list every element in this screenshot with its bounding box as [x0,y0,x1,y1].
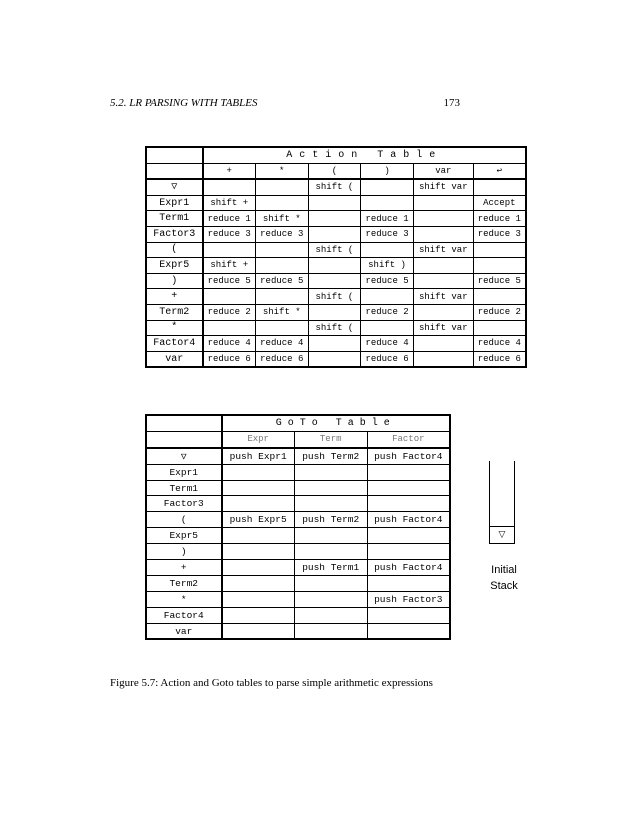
goto-header-row [146,431,450,447]
action-cell: reduce 4 [255,336,308,352]
action-cell: reduce 4 [361,336,414,352]
action-cell: reduce 4 [473,336,526,352]
goto-cell [294,528,367,544]
action-state-cell: Expr5 [146,258,203,274]
goto-cell [222,607,295,623]
goto-row [146,512,450,528]
goto-cell: push Factor4 [367,448,450,464]
action-state-cell: ) [146,273,203,289]
goto-row [146,448,450,464]
action-column-header: * [255,163,308,179]
action-row [146,195,526,211]
action-cell [308,336,361,352]
action-state-cell: ▽ [146,179,203,195]
action-cell [413,211,473,227]
action-state-cell: Factor4 [146,336,203,352]
action-cell [413,226,473,242]
action-cell [255,179,308,195]
action-cell: shift var [413,320,473,336]
action-cell [361,242,414,258]
goto-cell [222,496,295,512]
action-cell: shift ( [308,289,361,305]
running-head [110,97,460,109]
action-cell [308,211,361,227]
goto-row [146,591,450,607]
action-cell [413,195,473,211]
action-row [146,211,526,227]
stack-label-stack: Stack [490,580,518,592]
goto-column-header: Factor [367,431,450,447]
action-cell: Accept [473,195,526,211]
goto-column-header: Expr [222,431,295,447]
action-cell: reduce 5 [255,273,308,289]
action-cell: reduce 3 [255,226,308,242]
goto-cell [367,528,450,544]
action-cell: reduce 6 [361,351,414,367]
action-title: Action Table [203,147,526,163]
goto-row [146,480,450,496]
goto-state-cell: ▽ [146,448,222,464]
goto-cell [222,560,295,576]
action-cell [473,179,526,195]
goto-cell [222,623,295,639]
goto-column-header: Term [294,431,367,447]
action-state-cell: Factor3 [146,226,203,242]
action-cell: reduce 6 [203,351,256,367]
goto-row [146,575,450,591]
goto-row [146,607,450,623]
action-title-row [146,147,526,163]
action-cell: reduce 4 [203,336,256,352]
stack-label-initial: Initial [491,564,517,576]
goto-cell [294,575,367,591]
goto-cell: push Factor4 [367,512,450,528]
figure-caption: Figure 5.7: Action and Goto tables to parse simple arithmetic expressions [110,677,433,689]
goto-state-cell: Term1 [146,480,222,496]
goto-cell: push Expr1 [222,448,295,464]
action-cell [308,273,361,289]
action-state-cell: + [146,289,203,305]
action-cell [473,289,526,305]
goto-cell: push Term2 [294,448,367,464]
action-table [145,146,527,368]
action-cell [255,195,308,211]
goto-cell [222,464,295,480]
goto-state-cell: Factor3 [146,496,222,512]
initial-stack [489,461,515,544]
goto-cell [367,607,450,623]
goto-cell [294,591,367,607]
action-cell [413,273,473,289]
goto-cell [222,480,295,496]
action-cell [308,226,361,242]
goto-state-cell: Expr1 [146,464,222,480]
goto-cell [367,575,450,591]
action-cell: shift + [203,195,256,211]
action-column-header: ( [308,163,361,179]
action-cell: shift ) [361,258,414,274]
action-corner [146,147,203,163]
action-cell: reduce 3 [203,226,256,242]
action-row [146,351,526,367]
action-cell: reduce 1 [473,211,526,227]
goto-cell: push Term2 [294,512,367,528]
goto-state-cell: ( [146,512,222,528]
action-header-corner [146,163,203,179]
action-cell: shift var [413,242,473,258]
goto-cell [294,464,367,480]
goto-state-cell: Expr5 [146,528,222,544]
goto-cell [367,544,450,560]
action-cell: reduce 2 [361,304,414,320]
goto-cell: push Factor4 [367,560,450,576]
section-title: 5.2. LR PARSING WITH TABLES [110,97,258,109]
action-cell [203,242,256,258]
action-cell [473,320,526,336]
action-row [146,226,526,242]
goto-cell [222,591,295,607]
goto-row [146,464,450,480]
goto-title-row [146,415,450,431]
action-cell: shift * [255,304,308,320]
action-cell: reduce 5 [473,273,526,289]
goto-state-cell: var [146,623,222,639]
action-cell [413,336,473,352]
action-cell [203,179,256,195]
action-column-header: ↩ [473,163,526,179]
action-cell: shift ( [308,242,361,258]
action-cell [413,304,473,320]
action-cell [361,320,414,336]
action-cell [308,304,361,320]
action-cell: shift var [413,289,473,305]
goto-row [146,528,450,544]
goto-corner [146,415,222,431]
action-cell [203,320,256,336]
action-cell [255,258,308,274]
action-state-cell: var [146,351,203,367]
goto-cell [222,575,295,591]
goto-cell [367,480,450,496]
action-row [146,242,526,258]
action-cell: reduce 2 [203,304,256,320]
page-number: 173 [443,97,460,109]
action-column-header: + [203,163,256,179]
goto-cell [294,607,367,623]
action-cell: shift + [203,258,256,274]
action-cell: reduce 6 [473,351,526,367]
action-cell: reduce 2 [473,304,526,320]
action-cell [255,320,308,336]
action-cell: reduce 5 [361,273,414,289]
stack-bottom-symbol: ▽ [490,526,514,543]
action-cell: reduce 5 [203,273,256,289]
goto-cell [222,544,295,560]
goto-row [146,623,450,639]
action-row [146,273,526,289]
action-cell [473,242,526,258]
action-cell [361,179,414,195]
goto-table [145,414,451,640]
action-cell [473,258,526,274]
goto-cell [294,623,367,639]
action-cell [255,289,308,305]
goto-cell: push Factor3 [367,591,450,607]
action-row [146,336,526,352]
goto-cell [294,480,367,496]
action-cell [413,258,473,274]
action-row [146,320,526,336]
goto-cell [367,496,450,512]
goto-cell: push Expr5 [222,512,295,528]
action-column-header: var [413,163,473,179]
action-cell [413,351,473,367]
goto-row [146,560,450,576]
goto-cell [294,544,367,560]
action-cell [308,351,361,367]
action-cell [308,195,361,211]
action-cell [203,289,256,305]
action-cell: reduce 1 [203,211,256,227]
action-cell: reduce 3 [361,226,414,242]
goto-cell [367,464,450,480]
action-row [146,258,526,274]
action-cell [361,195,414,211]
action-column-header: ) [361,163,414,179]
action-cell: shift var [413,179,473,195]
action-state-cell: * [146,320,203,336]
goto-state-cell: * [146,591,222,607]
action-cell: shift * [255,211,308,227]
goto-state-cell: Term2 [146,575,222,591]
goto-cell [294,496,367,512]
action-cell [255,242,308,258]
action-cell [308,258,361,274]
goto-cell [367,623,450,639]
goto-title: GoTo Table [222,415,451,431]
action-cell: reduce 1 [361,211,414,227]
action-row [146,179,526,195]
goto-cell [222,528,295,544]
goto-row [146,544,450,560]
action-state-cell: ( [146,242,203,258]
action-cell: shift ( [308,320,361,336]
action-header-row [146,163,526,179]
goto-row [146,496,450,512]
action-state-cell: Term2 [146,304,203,320]
action-cell: shift ( [308,179,361,195]
action-row [146,304,526,320]
action-cell: reduce 6 [255,351,308,367]
action-state-cell: Term1 [146,211,203,227]
goto-state-cell: ) [146,544,222,560]
goto-state-cell: + [146,560,222,576]
action-state-cell: Expr1 [146,195,203,211]
goto-state-cell: Factor4 [146,607,222,623]
action-cell: reduce 3 [473,226,526,242]
action-row [146,289,526,305]
goto-cell: push Term1 [294,560,367,576]
action-cell [361,289,414,305]
goto-header-corner [146,431,222,447]
